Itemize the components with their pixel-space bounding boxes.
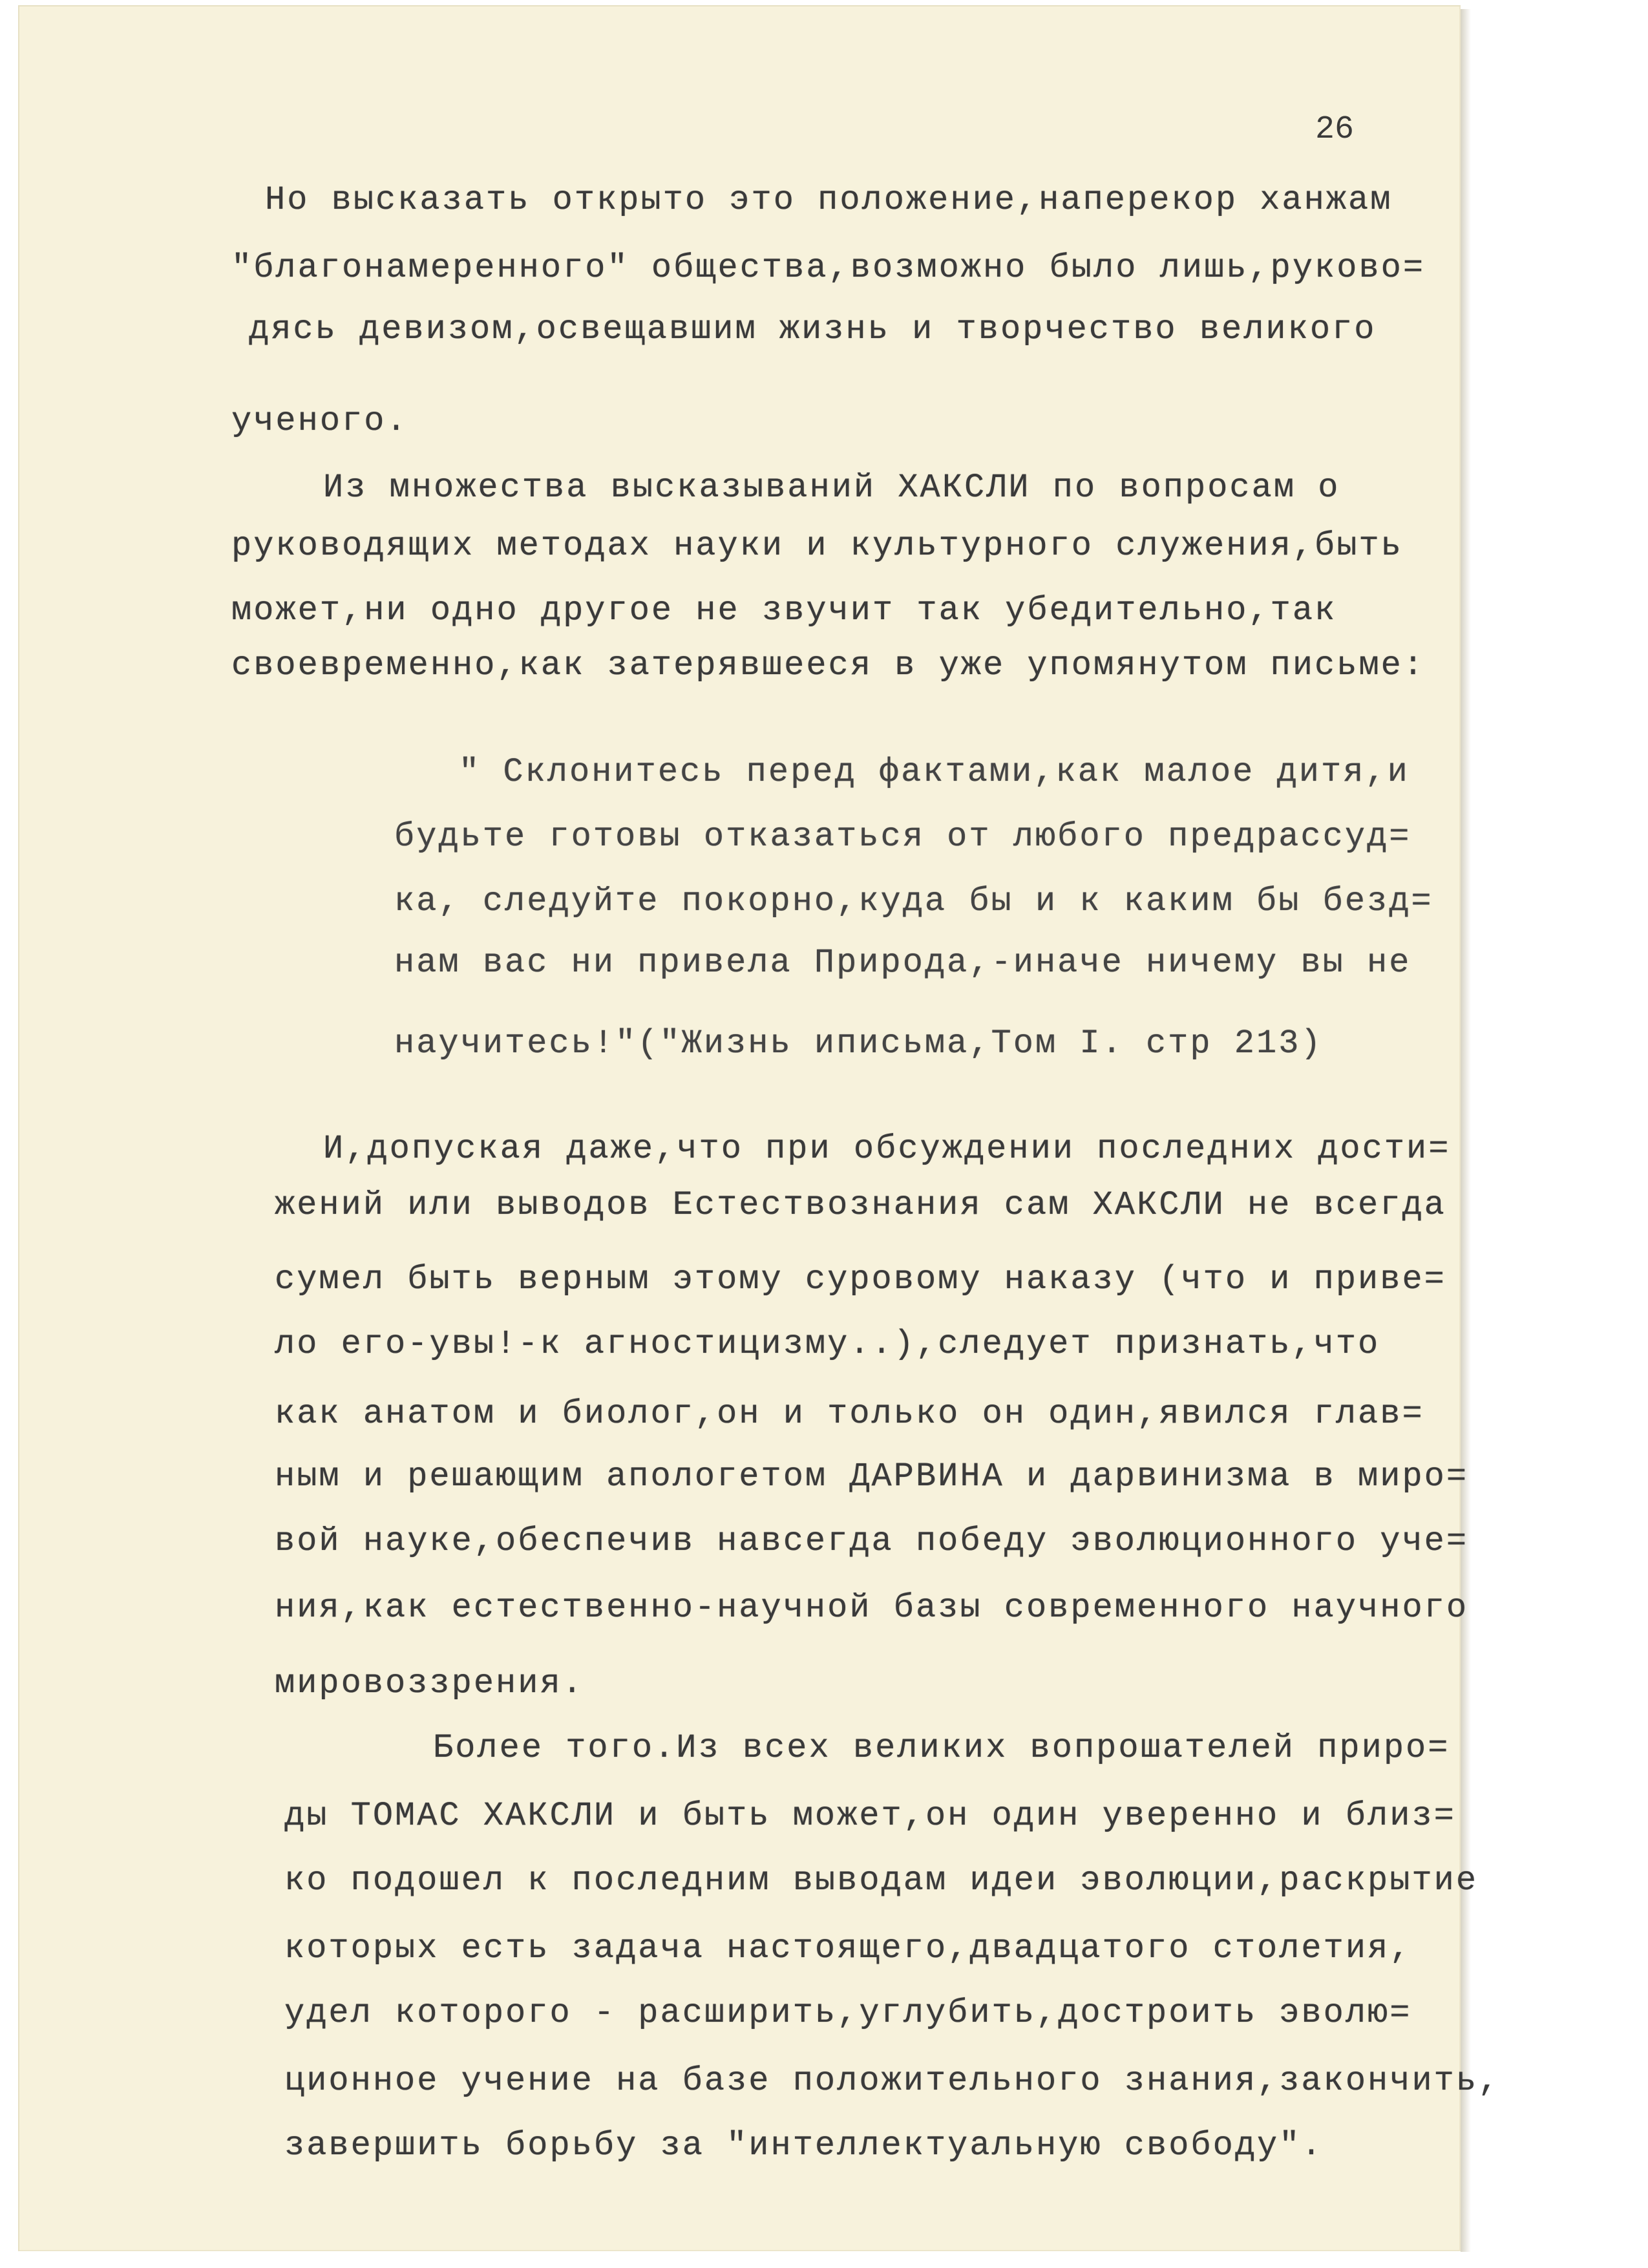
text-line: которых есть задача настоящего,двадцатого столетия, <box>284 1929 1412 1967</box>
text-line: жений или выводов Естествознания сам ХАКСЛИ не всегда <box>275 1186 1446 1224</box>
text-line: руководящих методах науки и культурного служения,быть <box>231 527 1403 565</box>
text-line: ло его-увы!-к агностицизму..),следует признать,что <box>275 1325 1380 1363</box>
quote-line: нам вас ни привела Природа,-иначе ничему вы не <box>394 944 1411 982</box>
text-line: "благонамеренного" общества,возможно было лишь,руково= <box>231 249 1426 287</box>
text-line: Но высказать открыто это положение,наперекор ханжам <box>265 181 1393 219</box>
page-number: 26 <box>1315 111 1355 148</box>
text-line: ко подошел к последним выводам идеи эволюции,раскрытие <box>284 1861 1479 1900</box>
text-line: может,ни одно другое не звучит так убедительно,так <box>231 591 1337 630</box>
text-line: ды ТОМАС ХАКСЛИ и быть может,он один уверенно и близ= <box>284 1797 1456 1835</box>
quote-line: " Склонитесь перед фактами,как малое дитя,и <box>459 753 1410 791</box>
text-line: И,допуская даже,что при обсуждении последних дости= <box>323 1130 1451 1168</box>
text-line: своевременно,как затерявшееся в уже упомянутом письме: <box>231 646 1426 684</box>
text-line: удел которого - расширить,углубить,достроить эволю= <box>284 1994 1412 2032</box>
quote-line: научитесь!"("Жизнь иписьма,Том I. стр 213) <box>394 1024 1323 1063</box>
text-line: ционное учение на базе положительного знания,закончить, <box>284 2062 1501 2100</box>
text-line: вой науке,обеспечив навсегда победу эволюционного уче= <box>275 1522 1469 1560</box>
text-line: Из множества высказываний ХАКСЛИ по вопросам о <box>323 469 1340 507</box>
text-line: ния,как естественно-научной базы современного научного <box>275 1589 1469 1627</box>
text-line: ученого. <box>231 402 408 440</box>
text-line: завершить борьбу за "интеллектуальную свободу". <box>284 2126 1324 2165</box>
text-line: как анатом и биолог,он и только он один,явился глав= <box>275 1395 1424 1433</box>
text-line: сумел быть верным этому суровому наказу (что и приве= <box>275 1260 1446 1298</box>
text-line: мировоззрения. <box>275 1664 584 1702</box>
text-line: Более того.Из всех великих вопрошателей приро= <box>433 1729 1450 1767</box>
quote-line: будьте готовы отказаться от любого предрассуд= <box>394 818 1411 856</box>
quote-line: ка, следуйте покорно,куда бы и к каким бы безд= <box>394 882 1433 920</box>
paper-edge-shadow <box>1461 9 1471 2252</box>
text-line: дясь девизом,освещавшим жизнь и творчество великого <box>249 310 1377 348</box>
text-line: ным и решающим апологетом ДАРВИНА и дарвинизма в миро= <box>275 1457 1469 1496</box>
